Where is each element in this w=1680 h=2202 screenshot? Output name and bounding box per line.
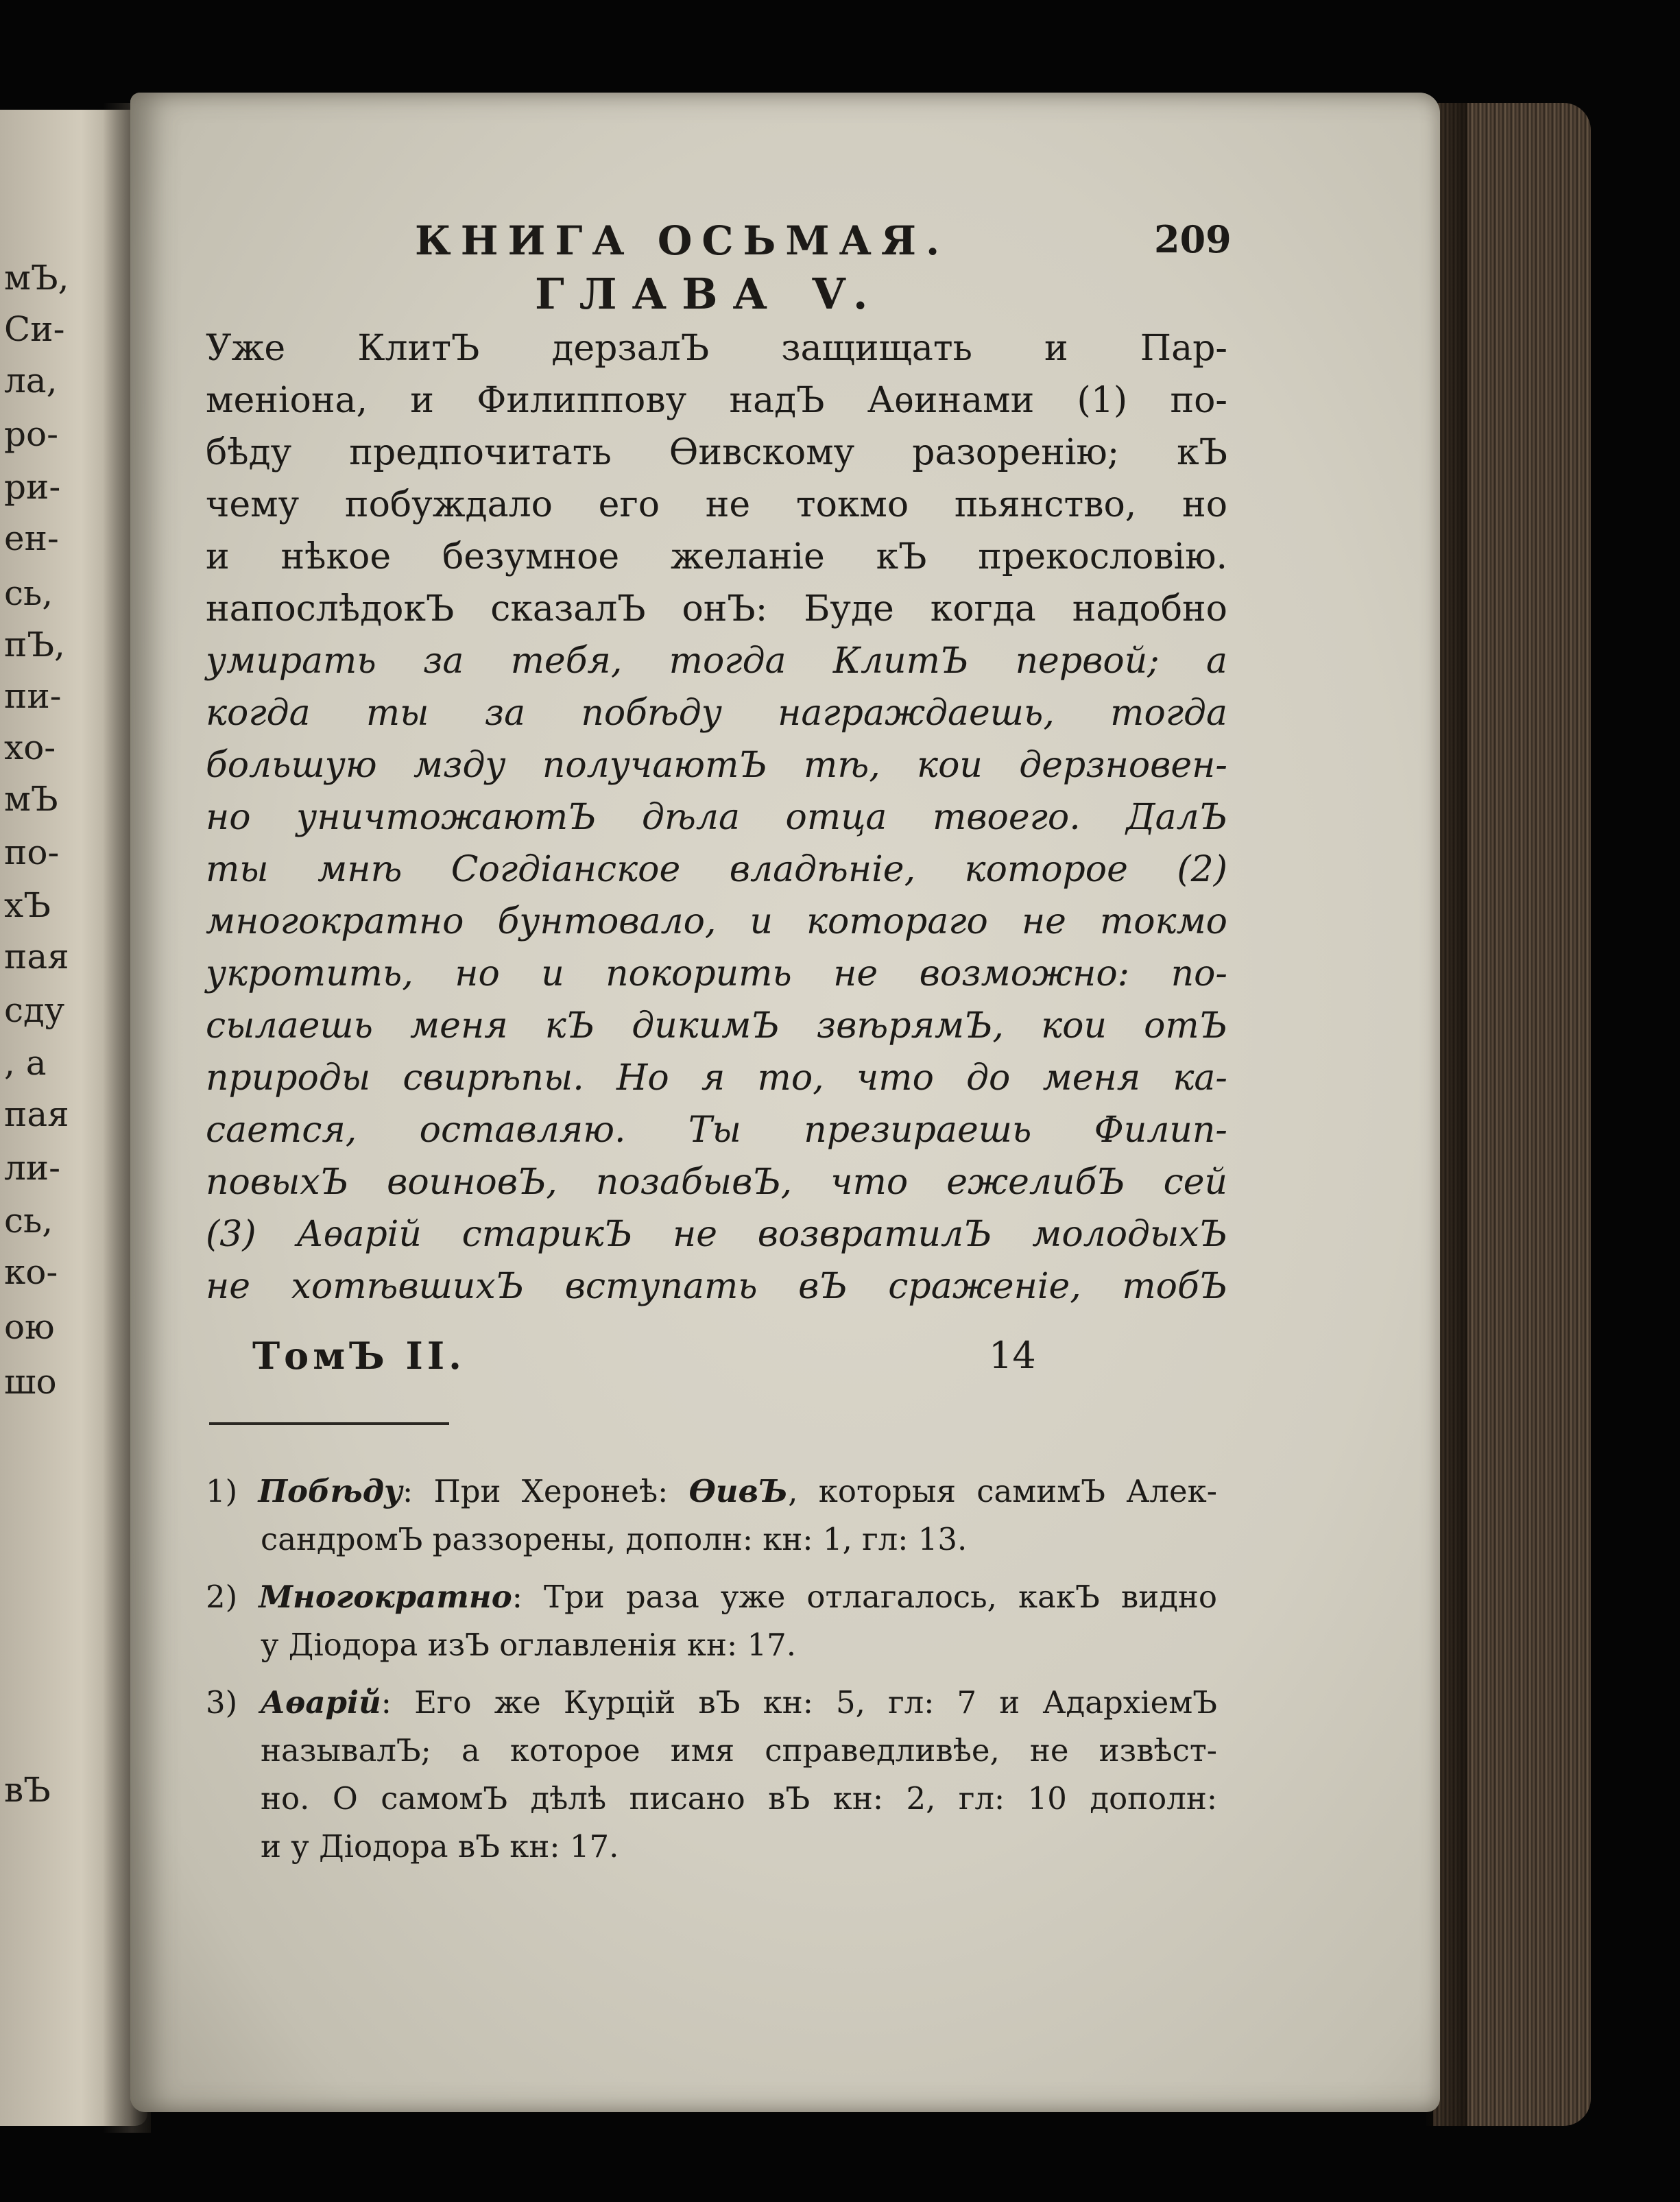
body-line: сылаешь меня кЪ дикимЪ звѣрямЪ, кои отЪ <box>206 1005 1227 1046</box>
body-line: напослѣдокЪ сказалЪ онЪ: Буде когда надобно <box>206 588 1227 630</box>
footnote-text: : При Херонеѣ: <box>402 1473 689 1509</box>
body-line: сается, оставляю. Ты презираешь Филип- <box>206 1110 1227 1151</box>
previous-page-fragment: пая <box>4 937 69 977</box>
footnote-3 <box>206 1684 1217 1721</box>
previous-page-fragment: ла, <box>4 361 58 400</box>
footnote-marker: 3) <box>206 1684 238 1721</box>
previous-page-fragment: ли- <box>4 1148 60 1188</box>
previous-page-fragment: шо <box>4 1362 57 1402</box>
body-line: бѣду предпочитать Ѳивскому разоренію; кЪ <box>206 432 1227 473</box>
footnote-text: , которыя самимЪ Алек- <box>788 1473 1217 1509</box>
previous-page-fragment: Си- <box>4 309 65 349</box>
footnote-3-cont: и у Діодора вЪ кн: 17. <box>261 1828 619 1865</box>
body-line: большую мзду получаютЪ тѣ, кои дерзновен- <box>206 745 1227 786</box>
previous-page-fragment: пЪ, <box>4 625 65 665</box>
body-line: умирать за тебя, тогда КлитЪ первой; а <box>206 641 1227 682</box>
footnote-rule <box>209 1422 449 1425</box>
page-number: 209 <box>1154 217 1232 261</box>
footnote-1 <box>206 1473 1217 1509</box>
body-line: природы свирѣпы. Но я то, что до меня ка- <box>206 1057 1227 1099</box>
previous-page-fragment: пая <box>4 1094 69 1134</box>
footnote-3-cont: но. О самомЪ дѣлѣ писано вЪ кн: 2, гл: 10 дополн: <box>261 1780 1217 1817</box>
footnote-text: : Его же Курцій вЪ кн: 5, гл: 7 и АдархіемЪ <box>381 1684 1217 1721</box>
previous-page-fragment: ою <box>4 1307 55 1347</box>
previous-page-fragment: сь, <box>4 573 53 613</box>
body-line: меніона, и Филиппову надЪ Аѳинами (1) по- <box>206 380 1227 421</box>
footnote-2-cont: у Діодора изЪ оглавленія кн: 17. <box>261 1627 797 1663</box>
footnote-2 <box>206 1579 1217 1615</box>
body-line: Уже КлитЪ дерзалЪ защищать и Пар- <box>206 328 1227 369</box>
footnote-term: Аѳарій <box>260 1684 381 1721</box>
body-line: но уничтожаютЪ дѣла отца твоего. ДалЪ <box>206 797 1227 838</box>
body-line: (3) Аѳарій старикЪ не возвратилЪ молодыхЪ <box>206 1214 1227 1255</box>
chapter-heading: ГЛАВА V. <box>535 269 883 319</box>
footnote-term: ѲивЪ <box>688 1473 789 1509</box>
previous-page-fragment: хо- <box>4 728 56 767</box>
previous-page-fragment: ко- <box>4 1252 58 1292</box>
previous-page-fragment: , а <box>4 1043 47 1083</box>
previous-page-fragment: мЪ, <box>4 258 69 298</box>
previous-page-fragment: ен- <box>4 518 59 558</box>
footnote-marker: 1) <box>206 1473 238 1509</box>
gathering-signature: 14 <box>989 1334 1036 1377</box>
running-head: КНИГА ОСЬМАЯ. <box>415 217 950 264</box>
footnote-text: : Три раза уже отлагалось, какЪ видно <box>512 1579 1217 1615</box>
previous-page-fragment: по- <box>4 833 60 872</box>
previous-page-fragment: хЪ <box>4 885 51 925</box>
previous-page-fragment: вЪ <box>4 1770 51 1810</box>
previous-page-fragment: сду <box>4 990 65 1030</box>
body-line: укротить, но и покорить не возможно: по- <box>206 953 1227 994</box>
body-line: когда ты за побѣду награждаешь, тогда <box>206 693 1227 734</box>
previous-page-fragment: мЪ <box>4 779 58 819</box>
footnote-marker: 2) <box>206 1579 238 1615</box>
body-line: и нѣкое безумное желаніе кЪ прекословію. <box>206 536 1227 577</box>
body-line: чему побуждало его не токмо пьянство, но <box>206 484 1227 525</box>
footnote-term: Побѣду <box>258 1473 403 1509</box>
body-line: повыхЪ воиновЪ, позабывЪ, что ежелибЪ сей <box>206 1162 1227 1203</box>
previous-page-fragment: ри- <box>4 467 61 507</box>
footnote-term: Многократно <box>259 1579 512 1615</box>
previous-page-fragment: сь, <box>4 1201 53 1241</box>
volume-signature: ТомЪ II. <box>252 1334 466 1378</box>
footnote-1-cont: сандромЪ раззорены, дополн: кн: 1, гл: 13. <box>261 1521 968 1557</box>
previous-page-fragment: пи- <box>4 676 62 716</box>
footnote-3-cont: называлЪ; а которое имя справедливѣе, не извѣст- <box>261 1732 1217 1769</box>
body-line: не хотѣвшихЪ вступать вЪ сраженіе, тобЪ <box>206 1266 1227 1307</box>
previous-page-fragment: ро- <box>4 414 59 454</box>
body-line: ты мнѣ Согдіанское владѣніе, которое (2) <box>206 849 1227 890</box>
body-line: многократно бунтовало, и котораго не токмо <box>206 901 1227 942</box>
